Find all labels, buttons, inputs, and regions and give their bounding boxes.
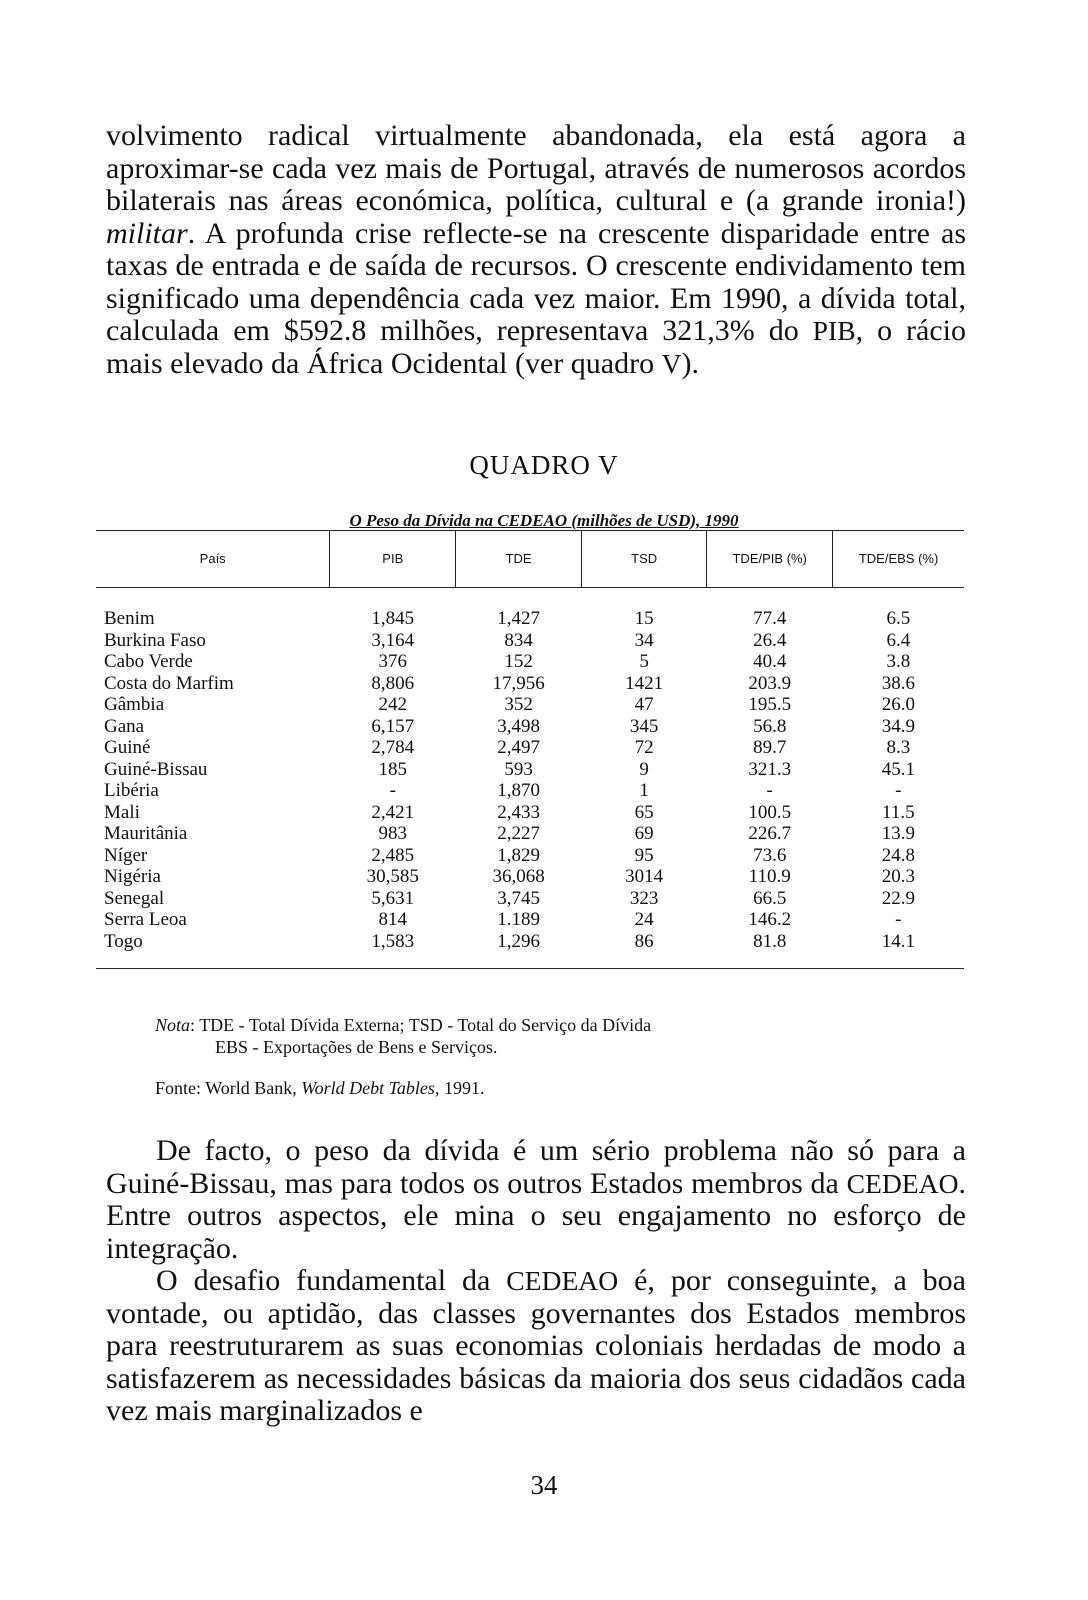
value-cell: 834 xyxy=(504,629,533,651)
abbreviation: CEDEAO xyxy=(846,1167,959,1199)
country-cell: Gâmbia xyxy=(104,694,165,715)
table-row xyxy=(96,802,964,824)
value-cell: 2,784 xyxy=(371,737,415,758)
roman-numeral: V xyxy=(661,347,682,379)
value-cell: 8.3 xyxy=(886,737,911,758)
value-cell: 81.8 xyxy=(707,931,833,969)
value-cell: 9 xyxy=(639,758,649,780)
value-cell: 65 xyxy=(634,801,654,823)
country-cell: Serra Leoa xyxy=(104,909,187,930)
table-row xyxy=(96,845,964,867)
table-row xyxy=(96,931,964,969)
table-row xyxy=(96,888,964,910)
value-cell: 86 xyxy=(582,931,707,969)
value-cell: 2,485 xyxy=(371,844,415,866)
value-cell: 593 xyxy=(504,758,533,780)
paragraph-1: volvimento radical virtualmente abandonada, ela está agora a aproximar-se cada vez mais de Portugal, através de numerosos acordos bilaterais nas áreas económica, política, cultural e (a grande ironia!) militar. A profunda crise reflecte-se na crescente disparidade entre as taxas de entrada e de saída de recursos. O crescente endividamento tem significado uma dependência cada vez maior. Em 1990, a dívida total, calculada em $592.8 milhões, representava 321,3% do PIB, o rácio mais elevado da África Ocidental (ver quadro V). xyxy=(106,119,966,380)
value-cell: 30,585 xyxy=(366,866,419,887)
value-cell: 2,421 xyxy=(371,801,415,823)
header-pib: PIB xyxy=(330,531,456,588)
value-cell: 195.5 xyxy=(748,694,792,715)
value-cell: 321.3 xyxy=(748,758,792,780)
value-cell: 1,583 xyxy=(330,931,456,969)
value-cell: 1,427 xyxy=(497,608,540,629)
value-cell: 2,227 xyxy=(497,823,540,844)
value-cell: 226.7 xyxy=(748,823,792,844)
country-cell: Guiné xyxy=(104,737,151,758)
value-cell: 203.9 xyxy=(748,672,792,694)
value-cell: 5 xyxy=(639,651,649,672)
header-tsd: TSD xyxy=(582,531,707,588)
table-header-row xyxy=(96,531,964,588)
value-cell: 89.7 xyxy=(753,737,787,758)
value-cell: 72 xyxy=(634,737,654,758)
table-row xyxy=(96,737,964,759)
value-cell: 20.3 xyxy=(881,866,915,887)
abbreviation: CEDEAO xyxy=(506,1265,619,1296)
value-cell: 3.8 xyxy=(886,651,911,672)
table-body xyxy=(96,588,964,969)
value-cell: 1 xyxy=(639,780,649,801)
value-cell: 45.1 xyxy=(881,758,915,780)
country-cell: Gana xyxy=(104,715,145,737)
header-tde-pib: TDE/PIB (%) xyxy=(707,531,833,588)
table-row xyxy=(96,716,964,738)
country-cell: Burkina Faso xyxy=(104,629,206,651)
value-cell: 38.6 xyxy=(881,672,915,694)
page-number: 34 xyxy=(530,1470,558,1500)
value-cell: 36,068 xyxy=(492,866,545,887)
table-note: Nota: TDE - Total Dívida Externa; TSD - Total do Serviço da Dívida EBS - Exportações de Bens e Serviços. xyxy=(155,1015,652,1057)
value-cell: - xyxy=(895,909,902,930)
value-cell: 73.6 xyxy=(753,844,787,866)
table-row xyxy=(96,630,964,652)
table-row xyxy=(96,780,964,802)
value-cell: 1,829 xyxy=(497,844,540,866)
value-cell: 69 xyxy=(634,823,654,844)
value-cell: 345 xyxy=(629,715,659,737)
value-cell: 242 xyxy=(378,694,408,715)
country-cell: Togo xyxy=(96,931,330,969)
value-cell: 22.9 xyxy=(881,887,915,909)
country-cell: Cabo Verde xyxy=(104,651,193,672)
value-cell: 1,296 xyxy=(456,931,582,969)
value-cell: 24.8 xyxy=(881,844,915,866)
value-cell: - xyxy=(895,780,902,801)
value-cell: 77.4 xyxy=(753,608,787,629)
value-cell: 3,498 xyxy=(497,715,540,737)
value-cell: 146.2 xyxy=(748,909,792,930)
value-cell: 6.4 xyxy=(886,629,911,651)
country-cell: Benim xyxy=(104,608,155,629)
value-cell: 24 xyxy=(634,909,654,930)
paragraph-3: O desafio fundamental da CEDEAO é, por conseguinte, a boa vontade, ou aptidão, das classes governantes dos Estados membros para reestruturarem as suas economias coloniais herdadas de modo a satisfazerem as necessidades básicas da maioria dos seus cidadãos cada vez mais marginalizados e xyxy=(106,1264,966,1427)
table-title: QUADRO V xyxy=(469,450,619,480)
value-cell: 110.9 xyxy=(748,866,791,887)
paragraph-2: De facto, o peso da dívida é um sério problema não só para a Guiné-Bissau, mas para todos os outros Estados membros da CEDEAO. Entre outros aspectos, ele mina o seu engajamento no esforço de integração. xyxy=(106,1134,966,1265)
country-cell: Mauritânia xyxy=(104,823,188,844)
value-cell: 1.189 xyxy=(497,909,540,930)
country-cell: Libéria xyxy=(104,780,159,801)
value-cell: 13.9 xyxy=(881,823,915,844)
value-cell: 34 xyxy=(634,629,654,651)
value-cell: 352 xyxy=(504,694,533,715)
value-cell: 6,157 xyxy=(371,715,415,737)
country-cell: Senegal xyxy=(104,887,165,909)
debt-table xyxy=(96,530,964,969)
table-subtitle: O Peso da Dívida na CEDEAO (milhões de USD), 1990 xyxy=(349,511,739,530)
value-cell: 66.5 xyxy=(753,887,787,909)
country-cell: Níger xyxy=(104,844,148,866)
value-cell: 3014 xyxy=(625,866,664,887)
value-cell: 3,164 xyxy=(371,629,415,651)
value-cell: 185 xyxy=(378,758,408,780)
value-cell: 2,433 xyxy=(497,801,540,823)
country-cell: Guiné-Bissau xyxy=(104,758,208,780)
value-cell: 2,497 xyxy=(497,737,540,758)
table-row xyxy=(96,673,964,695)
header-country: País xyxy=(96,531,330,588)
value-cell: 95 xyxy=(634,844,654,866)
value-cell: 26.0 xyxy=(881,694,915,715)
value-cell: 17,956 xyxy=(492,672,545,694)
country-cell: Mali xyxy=(104,801,140,823)
table-row xyxy=(96,651,964,673)
value-cell: 323 xyxy=(629,887,659,909)
value-cell: 14.1 xyxy=(833,931,964,969)
value-cell: 6.5 xyxy=(886,608,911,629)
value-cell: 152 xyxy=(504,651,533,672)
value-cell: 34.9 xyxy=(881,715,915,737)
country-cell: Nigéria xyxy=(104,866,161,887)
value-cell: - xyxy=(766,780,773,801)
value-cell: 983 xyxy=(378,823,408,844)
value-cell: 26.4 xyxy=(753,629,787,651)
table-row xyxy=(96,759,964,781)
value-cell: 1,870 xyxy=(497,780,540,801)
value-cell: 814 xyxy=(378,909,408,930)
value-cell: 15 xyxy=(634,608,654,629)
value-cell: 100.5 xyxy=(748,801,792,823)
header-tde-ebs: TDE/EBS (%) xyxy=(833,531,964,588)
country-cell: Costa do Marfim xyxy=(104,672,234,694)
value-cell: - xyxy=(389,780,396,801)
table-row xyxy=(96,588,964,630)
value-cell: 8,806 xyxy=(371,672,415,694)
emphasis-text: militar xyxy=(106,216,188,250)
table-row xyxy=(96,866,964,888)
table-row xyxy=(96,694,964,716)
header-tde: TDE xyxy=(456,531,582,588)
table-source: Fonte: World Bank, World Debt Tables, 1991. xyxy=(155,1078,485,1098)
value-cell: 1421 xyxy=(625,672,664,694)
value-cell: 11.5 xyxy=(882,801,915,823)
value-cell: 376 xyxy=(378,651,408,672)
value-cell: 40.4 xyxy=(753,651,787,672)
value-cell: 1,845 xyxy=(371,608,415,629)
value-cell: 56.8 xyxy=(753,715,787,737)
table-row xyxy=(96,823,964,845)
abbreviation: PIB xyxy=(812,315,856,346)
value-cell: 47 xyxy=(634,694,654,715)
table-row xyxy=(96,909,964,931)
value-cell: 5,631 xyxy=(371,887,415,909)
value-cell: 3,745 xyxy=(497,887,540,909)
